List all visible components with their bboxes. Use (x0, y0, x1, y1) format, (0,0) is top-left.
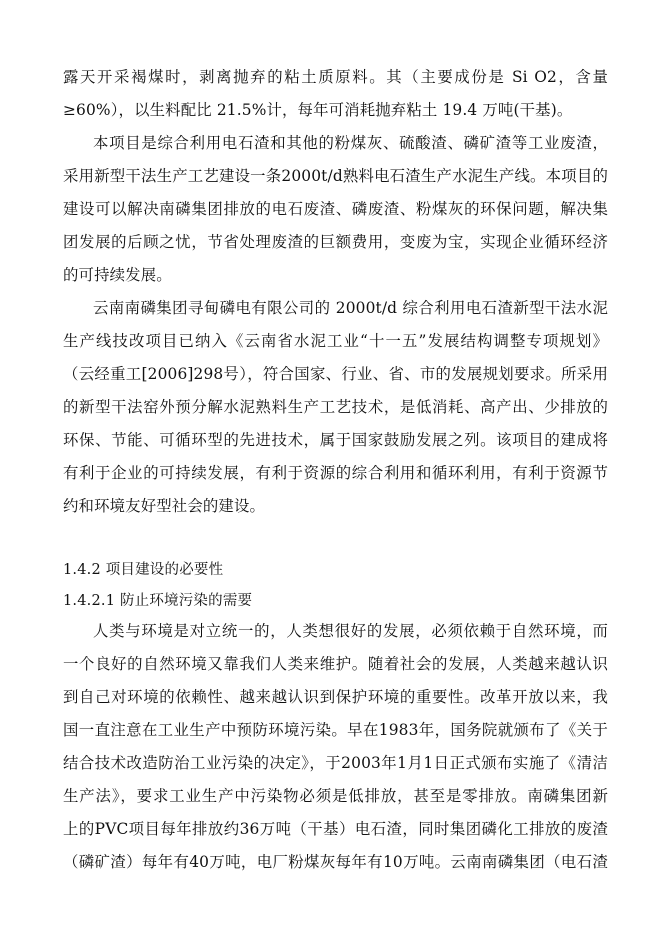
text-line: 露天开采褐煤时，剥离抛弃的粘土质原料。其（主要成份是 Si O2，含量 (63, 68, 608, 86)
text-line: 建设可以解决南磷集团排放的电石废渣、磷废渣、粉煤灰的环保问题，解决集 (63, 200, 608, 218)
paragraph-first-line: 本项目是综合利用电石渣和其他的粉煤灰、硫酸渣、磷矿渣等工业废渣， (93, 134, 608, 152)
text-line: 团发展的后顾之忧，节省处理废渣的巨额费用，变废为宝，实现企业循环经济 (63, 233, 608, 251)
text-line: 到自己对环境的依赖性、越来越认识到保护环境的重要性。改革开放以来，我 (63, 688, 608, 706)
text-line: 一个良好的自然环境又靠我们人类来维护。随着社会的发展，人类越来越认识 (63, 655, 608, 673)
text-line: 有利于企业的可持续发展，有利于资源的综合利用和循环利用，有利于资源节 (63, 464, 608, 482)
text-line: 生产线技改项目已纳入《云南省水泥工业“十一五”发展结构调整专项规划》 (63, 332, 608, 350)
paragraph-first-line: 人类与环境是对立统一的，人类想很好的发展，必须依赖于自然环境，而 (93, 622, 608, 640)
text-line: 上的PVC项目每年排放约36万吨（干基）电石渣，同时集团磷化工排放的废渣 (63, 820, 608, 838)
text-line: （磷矿渣）每年有40万吨，电厂粉煤灰每年有10万吨。云南南磷集团（电石渣 (63, 853, 608, 871)
text-line: 采用新型干法生产工艺建设一条2000t/d熟料电石渣生产水泥生产线。本项目的 (63, 167, 608, 185)
text-line: ≥60%），以生料配比 21.5%计，每年可消耗抛弃粘土 19.4 万吨(干基)。 (63, 101, 573, 119)
text-line: 国一直注意在工业生产中预防环境污染。早在1983年，国务院就颁布了《关于 (63, 721, 608, 739)
text-line: 结合技术改造防治工业污染的决定》，于2003年1月1日正式颁布实施了《清洁 (63, 754, 608, 772)
text-line: 生产法》，要求工业生产中污染物必须是低排放，甚至是零排放。南磷集团新 (63, 787, 608, 805)
text-line: 的新型干法窑外预分解水泥熟料生产工艺技术，是低消耗、高产出、少排放的 (63, 398, 608, 416)
section-heading: 1.4.2 项目建设的必要性 (63, 562, 224, 578)
text-line: 环保、节能、可循环型的先进技术，属于国家鼓励发展之列。该项目的建成将 (63, 431, 608, 449)
text-line: 的可持续发展。 (63, 266, 172, 284)
paragraph-first-line: 云南南磷集团寻甸磷电有限公司的 2000t/d 综合利用电石渣新型干法水泥 (93, 299, 608, 317)
text-line: （云经重工[2006]298号），符合国家、行业、省、市的发展规划要求。所采用 (63, 365, 608, 383)
text-line: 约和环境友好型社会的建设。 (63, 497, 266, 515)
subsection-heading: 1.4.2.1 防止环境污染的需要 (63, 593, 253, 609)
